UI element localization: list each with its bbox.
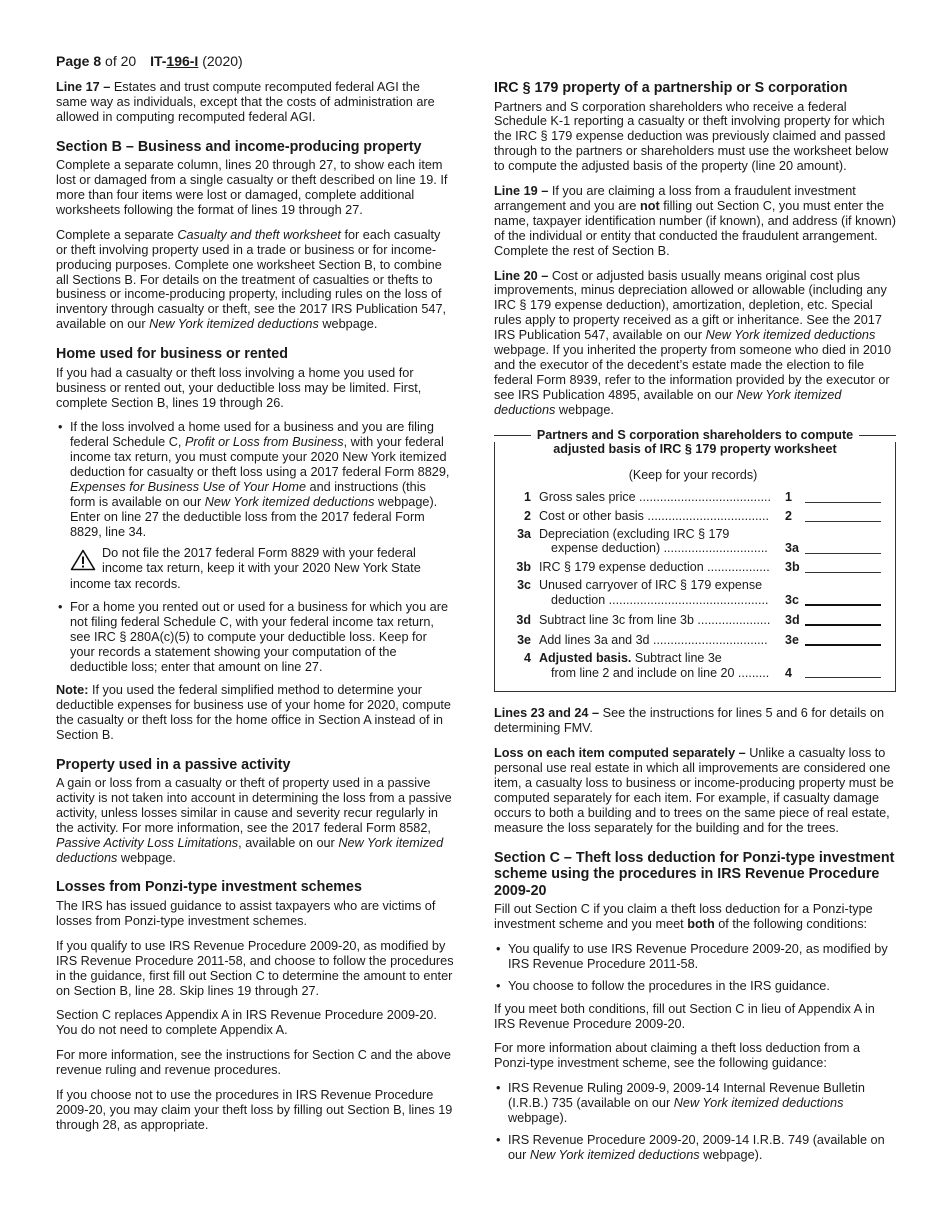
warning-text-tail: income tax records. xyxy=(70,577,181,592)
home-heading: Home used for business or rented xyxy=(56,346,288,363)
webpage-name: New York itemized deductions xyxy=(494,387,842,417)
section-c-heading: Section C – Theft loss deduction for Ponzi-type investment scheme using the procedures in IRS Revenue Procedure 2009-20 xyxy=(494,849,895,899)
emphasis: both xyxy=(687,916,715,931)
line-number: 3a xyxy=(517,526,531,541)
line20-label: Line 20 – xyxy=(494,268,549,283)
form-number: 196-I xyxy=(166,53,199,69)
webpage-name: New York itemized deductions xyxy=(204,494,375,509)
right-column xyxy=(494,80,896,1171)
line-description: Gross sales price ...................................... xyxy=(539,489,772,504)
line-number: 3e xyxy=(517,632,531,647)
worksheet-row-1 xyxy=(505,489,881,505)
worksheet-row-3e xyxy=(505,631,881,648)
warning-text: Do not file the 2017 federal Form 8829 with your federal income tax return, keep it with your 2020 New York State xyxy=(102,545,421,575)
worksheet-row-3a xyxy=(505,527,881,557)
line-description: Add lines 3a and 3d ................................. xyxy=(539,632,768,647)
irc179-p1: Partners and S corporation shareholders who receive a federal Schedule K-1 reporting a casualty or theft involving property for which the IRC § 179 expense deduction was previously claimed and passed through to the partners or shareholders must use the worksheet below to compute the adjusted basis of the property (line 20 amount). xyxy=(494,99,889,174)
separate-label: Loss on each item computed separately – xyxy=(494,746,746,761)
text-run: and instructions (this form is available on our xyxy=(70,480,426,509)
text-run: webpage). Enter on line 27 the deductible loss from the 2017 federal Form 8829, line 34. xyxy=(70,494,438,539)
separate-paragraph xyxy=(494,746,896,835)
line-description: IRC § 179 expense deduction .................. xyxy=(539,560,770,575)
form-title: Profit or Loss from Business xyxy=(184,435,344,450)
line-ref: 3b xyxy=(785,560,800,575)
home-bullets xyxy=(56,420,454,539)
text-run: filling out Section C, you must enter the name, taxpayer identification number (if known), and address (if known) of the individual or entity that conducted the fraudulent arrangement. Complete the rest of Section B. xyxy=(494,198,896,258)
passive-heading: Property used in a passive activity xyxy=(56,756,291,773)
condition-2: • You choose to follow the procedures in the IRS guidance. xyxy=(494,979,896,994)
entry-field-3b[interactable] xyxy=(805,559,881,573)
line-description xyxy=(539,651,785,681)
text-run: If the loss involved a home used for a business and you are filing federal Schedule C, xyxy=(70,420,434,450)
line-description: Subtract line 3c from line 3b ..................... xyxy=(539,612,771,627)
desc-line2: expense deduction) .............................. xyxy=(551,541,768,556)
worksheet-title-line2: adjusted basis of IRC § 179 property worksheet xyxy=(553,442,837,457)
header-rule xyxy=(859,435,896,436)
page-header xyxy=(56,53,243,69)
form-id xyxy=(150,53,198,69)
line-number: 3b xyxy=(516,560,531,575)
home-bullet-1 xyxy=(56,420,454,539)
line17-label: Line 17 – xyxy=(56,80,111,94)
line-ref: 2 xyxy=(785,508,792,523)
condition-1: • You qualify to use IRS Revenue Procedure 2009-20, as modified by IRS Revenue Procedure 2011-58. xyxy=(494,942,896,972)
line19-paragraph xyxy=(494,184,896,259)
line-number: 3d xyxy=(516,612,531,627)
line17-paragraph xyxy=(56,80,454,125)
line-ref: 3d xyxy=(785,612,800,627)
section-b-heading: Section B – Business and income-producing property xyxy=(56,138,422,155)
desc-bold: Adjusted basis. xyxy=(539,650,632,665)
guidance-2 xyxy=(494,1133,896,1163)
section-c-p3: For more information about claiming a theft loss deduction from a Ponzi-type investment scheme, see the following guidance: xyxy=(494,1041,860,1071)
desc-line1: Subtract line 3e xyxy=(631,650,722,665)
line-number: 3c xyxy=(517,578,531,593)
guidance-1 xyxy=(494,1081,896,1126)
webpage-name: New York itemized deductions xyxy=(149,317,319,332)
entry-field-3a[interactable] xyxy=(805,540,881,554)
entry-field-3d[interactable] xyxy=(805,611,881,626)
text-run: See the instructions for lines 5 and 6 for details on determining FMV. xyxy=(494,706,885,736)
form-title: Passive Activity Loss Limitations xyxy=(56,835,239,850)
line17-text: Estates and trust compute recomputed federal AGI the same way as individuals, except that the costs of administration are allowed in computing recomputed federal AGI. xyxy=(56,80,435,124)
ponzi-heading: Losses from Ponzi-type investment schemes xyxy=(56,879,362,896)
ponzi-p1: The IRS has issued guidance to assist taxpayers who are victims of losses from Ponzi-type investment schemes. xyxy=(56,898,436,928)
text-run: webpage). xyxy=(508,1111,568,1126)
line-description xyxy=(539,527,785,557)
worksheet-row-3c xyxy=(505,578,881,608)
home-bullets-2 xyxy=(56,600,454,675)
text-run: webpage. xyxy=(318,317,378,332)
text-run: Unlike a casualty loss to personal use real estate in which all improvements are considered one item, a casualty loss to business or income-producing property must be computed separately for each item. For example, if casualty damage occurs to both a building and to trees on the same piece of real estate, measure the loss separately for the building and for the trees. xyxy=(494,746,894,835)
webpage-name: New York itemized deductions xyxy=(56,835,444,865)
ponzi-p2: If you qualify to use IRS Revenue Procedure 2009-20, as modified by IRS Revenue Procedure 2011-58, and choose to follow the procedures in the guidance, first fill out Section C to determine the amount to enter on Section B, line 28. Skip lines 19 through 27. xyxy=(56,938,454,998)
text-run: IRS Revenue Ruling 2009-9, 2009-14 Internal Revenue Bulletin (I.R.B.) 735 (available on our xyxy=(508,1081,865,1111)
note-label: Note: xyxy=(56,682,89,697)
text-run: webpage. xyxy=(117,850,176,865)
form-year: (2020) xyxy=(202,53,243,69)
line-description: Cost or other basis ................................... xyxy=(539,508,769,523)
line20-paragraph xyxy=(494,269,896,418)
text-run: Cost or adjusted basis usually means original cost plus improvements, minus depreciation allowed or allowable (including any IRC § 179 expense deduction), amortization, depletion, etc. Special rules apply to property received as a gift or inheritance. See the 2017 IRS Publication 547, available on our xyxy=(494,268,887,343)
text-run: A gain or loss from a casualty or theft of property used in a passive activity is not taken into account in determining the loss from a passive activity, unless losses similar in cause and severity recur regularly in the activity. For more information, see the 2017 federal Form 8582, xyxy=(56,776,452,835)
line-ref: 4 xyxy=(785,665,792,680)
section-c-guidance xyxy=(494,1081,896,1163)
webpage-name: New York itemized deductions xyxy=(529,1147,700,1162)
entry-field-4[interactable] xyxy=(805,664,881,678)
worksheet-row-3b xyxy=(505,559,881,575)
webpage-name: New York itemized deductions xyxy=(705,328,876,343)
ponzi-p4: For more information, see the instructions for Section C and the above revenue ruling and revenue procedures. xyxy=(56,1048,451,1078)
section-b-p1: Complete a separate column, lines 20 through 27, to show each item lost or damaged from a single casualty or theft described on line 19. If more than four items were lost or damaged, complete additional worksheets following the format of lines 19 through 27. xyxy=(56,158,448,217)
line-ref: 1 xyxy=(785,489,792,504)
entry-field-1[interactable] xyxy=(805,489,881,503)
left-column xyxy=(56,80,454,1143)
ponzi-p5: If you choose not to use the procedures in IRS Revenue Procedure 2009-20, you may claim your theft loss by filling out Section B, lines 19 through 28, as appropriate. xyxy=(56,1088,453,1132)
line-ref: 3a xyxy=(785,541,799,556)
text-run: IRS Revenue Procedure 2009-20, 2009-14 I.R.B. 749 (available on our xyxy=(508,1132,885,1162)
irc179-heading: IRC § 179 property of a partnership or S corporation xyxy=(494,80,848,96)
irc179-worksheet xyxy=(494,427,896,693)
home-p1: If you had a casualty or theft loss involving a home you used for business or rented out, your deductible loss may be limited. First, complete Section B, lines 19 through 26. xyxy=(56,365,422,410)
text-run: for each casualty or theft involving property used in a trade or business or for income-producing purposes. Complete one worksheet Section B, to combine all Sections B. For details on the treatment of casualties or thefts to business or income-producing property, including rules on the loss of inventory through casualty or theft, see the 2017 IRS Publication 547, available on our xyxy=(56,227,447,332)
passive-p1 xyxy=(56,776,454,865)
worksheet-row-4 xyxy=(505,651,881,681)
worksheet-note: (Keep for your records) xyxy=(628,467,758,482)
desc-line2: from line 2 and include on line 20 ......... xyxy=(551,665,770,680)
form-title: Casualty and theft worksheet xyxy=(177,227,341,242)
header-rule xyxy=(494,435,531,436)
page-of: of 20 xyxy=(105,53,137,69)
warning-triangle-icon xyxy=(70,549,96,571)
text-run: If you are claiming a loss from a fraudulent investment arrangement and you are xyxy=(494,184,856,213)
entry-field-3c[interactable] xyxy=(805,591,881,606)
worksheet-title xyxy=(531,428,859,457)
home-note xyxy=(56,683,454,743)
text-run: webpage. xyxy=(555,402,614,417)
emphasis: not xyxy=(640,198,660,213)
line-ref: 3c xyxy=(785,592,799,607)
text-run: , available on our xyxy=(238,835,339,850)
line-number: 4 xyxy=(524,650,531,665)
line-description xyxy=(539,578,785,608)
entry-field-3e[interactable] xyxy=(805,631,881,646)
section-c-p2: If you meet both conditions, fill out Section C in lieu of Appendix A in IRS Revenue Procedure 2009-20. xyxy=(494,1001,875,1031)
home-bullet-2: • For a home you rented out or used for a business for which you are not filing federal Schedule C, with your federal income tax return, see IRC § 280A(c)(5) to compute your deductible loss. Keep for your records a statement showing your computation of the deductible loss; enter that amount on line 27. xyxy=(56,600,454,675)
lines2324-label: Lines 23 and 24 – xyxy=(494,706,600,721)
warning-callout xyxy=(56,546,454,576)
text-run: webpage. If you inherited the property from someone who died in 2010 and the executor of the decedent’s estate made the election to file federal Form 8939, refer to the information provided by the executor or see IRS Publication 4895, available on our xyxy=(494,343,892,402)
text-run: of the following conditions: xyxy=(714,916,868,931)
line-number: 2 xyxy=(524,508,531,523)
text-run: Complete a separate xyxy=(56,227,178,242)
entry-field-2[interactable] xyxy=(805,508,881,522)
worksheet-row-3d xyxy=(505,611,881,628)
worksheet-title-line1: Partners and S corporation shareholders to compute xyxy=(536,427,854,442)
text-run: If you used the federal simplified method to determine your deductible expenses for business use of your home for 2020, compute the casualty or theft loss for the home office in Section A instead of in Section B. xyxy=(56,682,451,742)
form-prefix: IT- xyxy=(150,53,167,69)
form-title: Expenses for Business Use of Your Home xyxy=(70,480,307,495)
section-c-p1 xyxy=(494,902,896,932)
text-run: , with your federal income tax return, you must compute your 2020 New York itemized deduction for casualty or theft loss using a 2017 federal Form 8829, xyxy=(70,435,450,480)
desc-line1: Depreciation (excluding IRC § 179 xyxy=(539,526,730,541)
worksheet-row-2 xyxy=(505,508,881,524)
worksheet-header xyxy=(494,428,896,457)
ponzi-p3: Section C replaces Appendix A in IRS Revenue Procedure 2009-20. You do not need to complete Appendix A. xyxy=(56,1008,437,1038)
desc-line1: Unused carryover of IRC § 179 expense xyxy=(539,578,763,593)
text-run: webpage). xyxy=(699,1147,763,1162)
line-ref: 3e xyxy=(785,632,799,647)
line-number: 1 xyxy=(524,489,531,504)
page-number: Page 8 xyxy=(56,53,102,69)
lines2324-paragraph xyxy=(494,706,896,736)
webpage-name: New York itemized deductions xyxy=(673,1096,844,1111)
line19-label: Line 19 – xyxy=(494,184,549,199)
desc-line2: deduction .............................................. xyxy=(551,592,769,607)
text-run: Fill out Section C if you claim a theft loss deduction for a Ponzi-type investment scheme and you meet xyxy=(494,902,873,931)
section-c-conditions xyxy=(494,942,896,994)
section-b-p2 xyxy=(56,228,454,332)
